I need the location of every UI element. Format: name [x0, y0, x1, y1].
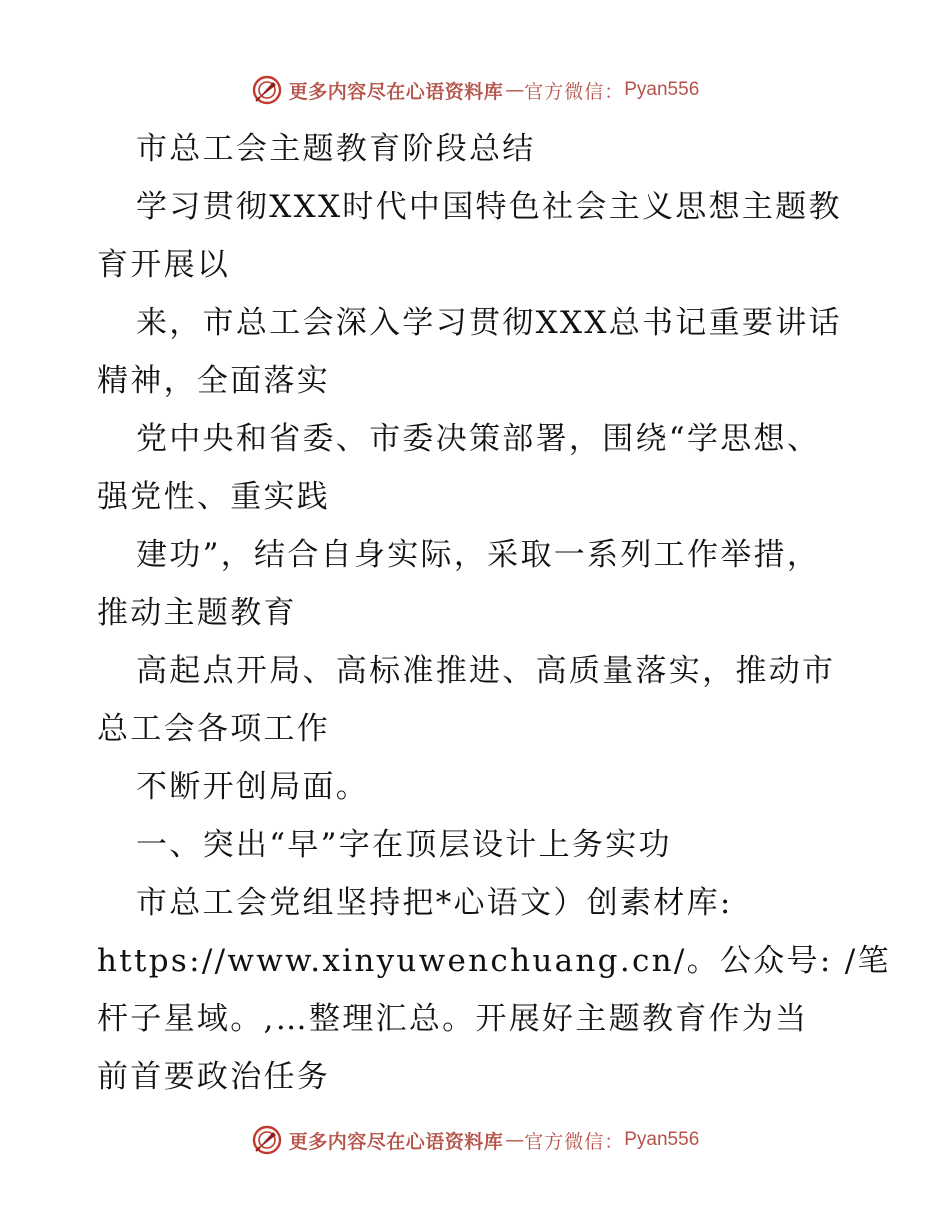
text-line: 不断开创局面。 [136, 769, 370, 805]
section-heading: 一、突出“早”字在顶层设计上务实功 [136, 827, 672, 863]
text-line: 杆子星域。,…整理汇总。开展好主题教育作为当 [97, 1001, 809, 1037]
text-line: https://www.xinyuwenchuang.cn/。公众号: /笔 [97, 943, 891, 979]
text-line: 党中央和省委、市委决策部署，围绕“学思想、 [136, 421, 821, 457]
text-line: 学习贯彻XXX时代中国特色社会主义思想主题教 [136, 189, 842, 225]
header-watermark [0, 70, 950, 110]
footer-watermark [0, 1120, 950, 1160]
watermark-wechat-label: 官方微信： [524, 80, 625, 103]
text-line: 精神，全面落实 [97, 363, 331, 399]
quill-logo-icon [251, 74, 283, 106]
watermark-slogan: 更多内容尽在心语资料库 [288, 80, 504, 103]
watermark-wechat-id: Pyan556 [624, 79, 700, 100]
text-line: 育开展以 [97, 247, 231, 283]
text-line: 来，市总工会深入学习贯彻XXX总书记重要讲话 [136, 305, 842, 341]
watermark-wechat-label: 官方微信： [524, 1130, 625, 1153]
watermark-slogan: 更多内容尽在心语资料库 [288, 1130, 504, 1153]
quill-logo-icon [251, 1124, 283, 1156]
text-line: 高起点开局、高标准推进、高质量落实，推动市 [136, 653, 836, 689]
text-line: 总工会各项工作 [97, 711, 331, 747]
text-line: 强党性、重实践 [97, 479, 331, 515]
watermark-wechat-id: Pyan556 [624, 1129, 700, 1150]
watermark-separator: — [505, 1129, 525, 1151]
text-line: 推动主题教育 [97, 595, 297, 631]
text-line: 建功”，结合自身实际，采取一系列工作举措， [136, 537, 821, 573]
document-title: 市总工会主题教育阶段总结 [136, 131, 536, 167]
document-body [97, 120, 891, 1106]
watermark-separator: — [505, 79, 525, 101]
text-line: 市总工会党组坚持把*心语文）创素材库: [136, 885, 733, 921]
text-line: 前首要政治任务 [97, 1059, 331, 1095]
